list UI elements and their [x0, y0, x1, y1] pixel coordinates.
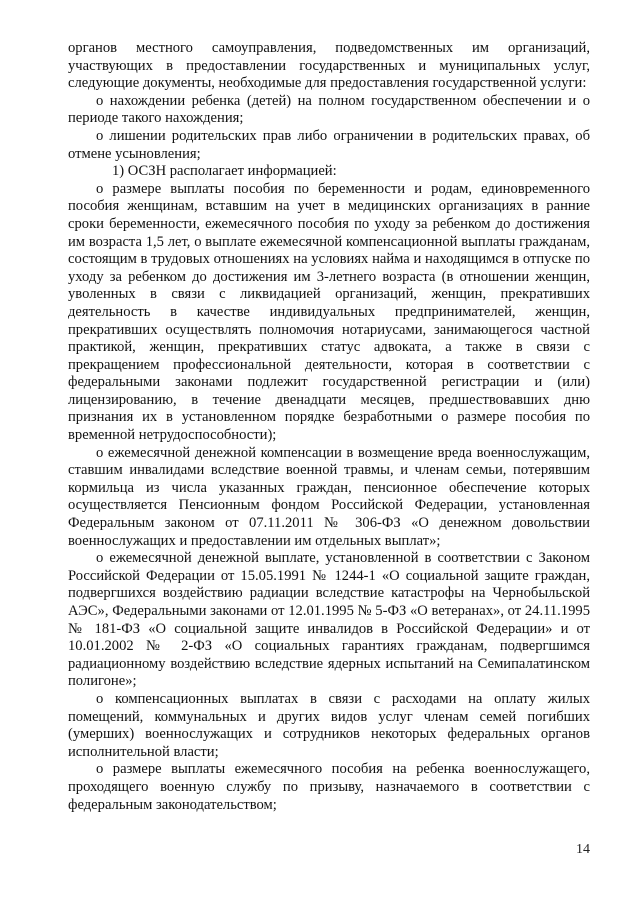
paragraph-monthly-payment: о ежемесячной денежной выплате, установленной в соответствии с Законом Российской Федерации от 15.05.1991 № 1244-1 «О социальной защите граждан, подвергшихся воздействию радиации вследствие катастрофы на Чернобыльской АЭС», Федеральными законами от 12.01.1995 № 5-ФЗ «О ветеранах», от 24.11.1995 № 181-ФЗ «О социальной защите инвалидов в Российской Федерации» и от 10.01.2002 № 2-ФЗ «О социальных гарантиях гражданам, подвергшимся радиационному воздействию вследствие ядерных испытаний на Семипалатинском полигоне»; [68, 550, 590, 690]
paragraph-conscript-child-benefit: о размере выплаты ежемесячного пособия на ребенка военнослужащего, проходящего военную службу по призыву, назначаемого в соответствии с федеральным законодательством; [68, 761, 590, 813]
paragraph-continuation: органов местного самоуправления, подведомственных им организаций, участвующих в предоставлении государственных и муниципальных услуг, следующие документы, необходимые для предоставления государственной услуги: [68, 40, 590, 92]
paragraph-parental-rights: о лишении родительских прав либо ограничении в родительских правах, об отмене усыновления; [68, 127, 590, 162]
paragraph-maternity-benefits: о размере выплаты пособия по беременности и родам, единовременного пособия женщинам, вставшим на учет в медицинских организациях в ранние сроки беременности, ежемесячного пособия по уходу за ребенком до достижения им возраста 1,5 лет, о выплате ежемесячной компенсационной выплаты гражданам, состоящим в трудовых отношениях на условиях найма и находящимся в отпуске по уходу за ребенком до достижения им 3-летнего возраста (в отношении женщин, уволенных в связи с ликвидацией организаций, женщин, прекративших деятельность в качестве индивидуальных предпринимателей, женщин, прекративших осуществлять полномочия нотариусами, занимающегося частной практикой, женщин, прекративших статус адвоката, а также в связи с прекращением профессиональной деятельности, которая в соответствии с федеральными законами подлежит государственной регистрации и (или) лицензированию, в течение двенадцати месяцев, предшествовавших дню признания их в установленном порядке безработными о размере пособия по временной нетрудоспособности); [68, 180, 590, 444]
paragraph-item-1: 1) ОСЗН располагает информацией: [112, 163, 337, 180]
paragraph-child-custody: о нахождении ребенка (детей) на полном государственном обеспечении и о периоде такого нахождения; [68, 92, 590, 127]
page-number: 14 [576, 842, 590, 857]
paragraph-housing-compensation: о компенсационных выплатах в связи с расходами на оплату жилых помещений, коммунальных и других видов услуг членам семей погибших (умерших) военнослужащих и сотрудников некоторых федеральных органов исполнительной власти; [68, 690, 590, 760]
paragraph-military-compensation: о ежемесячной денежной компенсации в возмещение вреда военнослужащим, ставшим инвалидами вследствие военной травмы, и членам семьи, потерявшим кормильца из числа указанных граждан, пенсионное обеспечение которых осуществляется Пенсионным фондом Российской Федерации, установленная Федеральным законом от 07.11.2011 № 306-ФЗ «О денежном довольствии военнослужащих и предоставлении им отдельных выплат»; [68, 444, 590, 549]
document-body [68, 40, 590, 814]
